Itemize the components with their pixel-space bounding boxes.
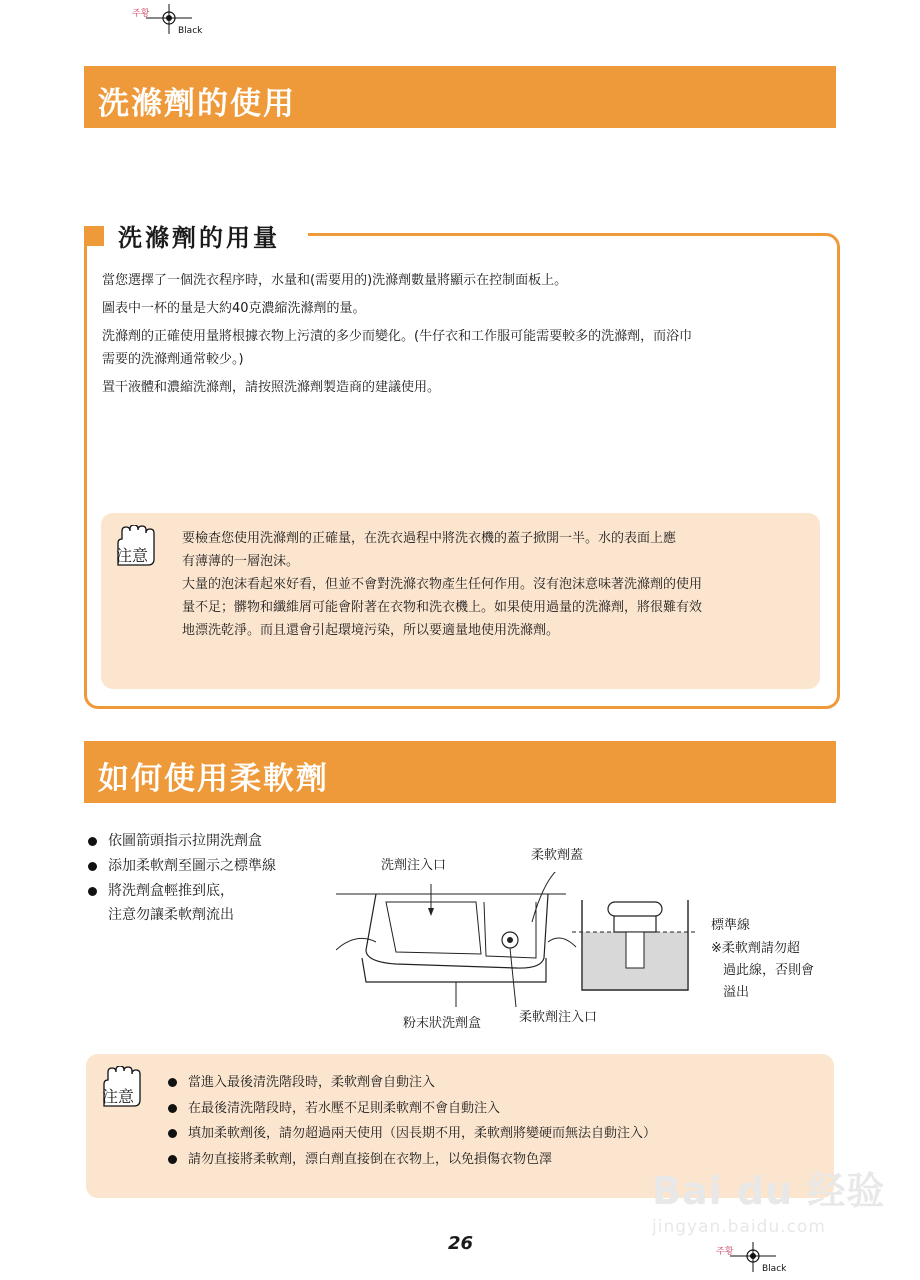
warning-line: 溢出 (723, 985, 750, 1000)
list-item: 當進入最後清洗階段時，柔軟劑會自動注入 (166, 1070, 656, 1096)
list-item-continuation: 注意勿讓柔軟劑流出 (108, 907, 234, 923)
list-item: 請勿直接將柔軟劑，漂白劑直接倒在衣物上，以免損傷衣物色澤 (166, 1147, 656, 1173)
label-detergent-inlet: 洗劑注入口 (381, 858, 447, 873)
paragraph: 洗滌劑的正確使用量將根據衣物上污漬的多少而變化。(牛仔衣和工作服可能需要較多的洗滌劑，而浴巾 (102, 329, 693, 344)
note-line: 要檢查您使用洗滌劑的正確量，在洗衣過程中將洗衣機的蓋子掀開一半。水的表面上應 (182, 531, 677, 546)
paragraph: 當您選擇了一個洗衣程序時，水量和(需要用的)洗滌劑數量將顯示在控制面板上。 (102, 273, 568, 288)
page-number: 26 (448, 1233, 474, 1254)
paragraph: 置干液體和濃縮洗滌劑，請按照洗滌劑製造商的建議使用。 (102, 380, 441, 395)
note-line: 地漂洗乾淨。而且還會引起環境污染，所以要適量地使用洗滌劑。 (182, 623, 560, 638)
label-standard-line: 標準線 (711, 918, 751, 933)
section2-banner (84, 741, 836, 803)
list-item: 將洗劑盒輕推到底， (86, 879, 276, 904)
watermark (652, 1160, 885, 1237)
reg-small-text: 주황 (716, 1247, 734, 1257)
warning-line: 過此線，否則會 (723, 963, 815, 978)
label-softener-inlet: 柔軟劑注入口 (519, 1010, 598, 1025)
instruction-list (86, 829, 276, 904)
reg-small-text: 주황 (132, 9, 150, 19)
label-powder-box: 粉末狀洗劑盒 (403, 1016, 482, 1031)
registration-mark-top (132, 4, 203, 40)
note-line: 大量的泡沫看起來好看，但並不會對洗滌衣物產生任何作用。沒有泡沫意味著洗滌劑的使用 (182, 577, 703, 592)
section1-subheading (84, 218, 280, 253)
reg-black-label: Black (178, 26, 203, 36)
caution-label: 注意 (116, 546, 149, 565)
registration-mark-bottom (716, 1242, 787, 1278)
section2-title: 如何使用柔軟劑 (98, 761, 329, 797)
square-bullet-icon (84, 226, 104, 246)
section1-banner (84, 66, 836, 128)
list-item: 依圖箭頭指示拉開洗劑盒 (86, 829, 276, 854)
list-item: 填加柔軟劑後，請勿超過兩天使用（因長期不用，柔軟劑將變硬而無法自動注入） (166, 1121, 656, 1147)
section1-subtitle: 洗滌劑的用量 (118, 224, 280, 252)
list-item: 在最後清洗階段時，若水壓不足則柔軟劑不會自動注入 (166, 1096, 656, 1122)
paragraph: 圖表中一杯的量是大約40克濃縮洗滌劑的量。 (102, 301, 366, 316)
watermark-url: jingyan.baidu.com (652, 1217, 826, 1237)
reg-black-label: Black (762, 1264, 787, 1274)
caution-list (166, 1070, 656, 1172)
caution-hand-icon (112, 525, 158, 567)
watermark-logo: Bai du 经验 (652, 1169, 886, 1213)
note-line: 量不足；髒物和纖維屑可能會附著在衣物和洗衣機上。如果使用過量的洗滌劑，將很難有效 (182, 600, 703, 615)
caution-label: 注意 (102, 1087, 135, 1106)
warning-line: ※柔軟劑請勿超 (711, 941, 800, 956)
list-item: 添加柔軟劑至圖示之標準線 (86, 854, 276, 879)
paragraph: 需要的洗滌劑通常較少。) (102, 352, 244, 367)
caution-hand-icon (98, 1066, 144, 1108)
note-line: 有薄薄的一層泡沫。 (182, 554, 300, 569)
detergent-drawer-diagram (336, 872, 716, 1022)
section1-title: 洗滌劑的使用 (98, 86, 296, 122)
label-softener-cap: 柔軟劑蓋 (531, 848, 584, 863)
